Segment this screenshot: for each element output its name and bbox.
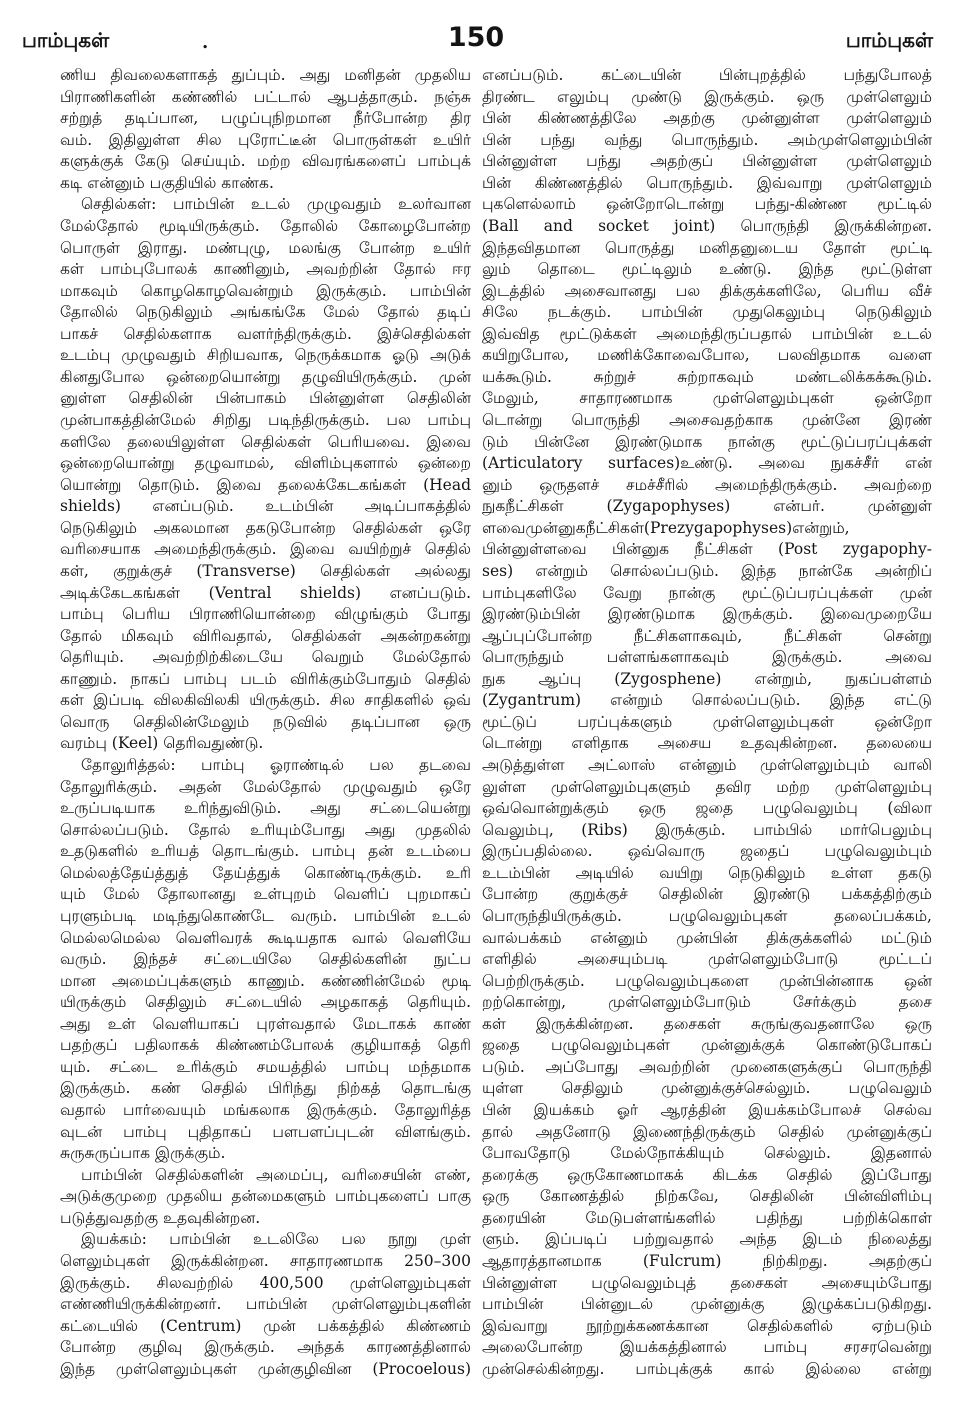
text-line — [60, 820, 471, 842]
line-text: வரம்பு (Keel) தெரிவதுண்டு. — [60, 734, 264, 753]
line-text: டும் பின்னே இரண்டுமாக நான்கு மூட்டுப்பரப்புக்கள் — [482, 432, 932, 451]
line-text: (Ball and socket joint) பொருந்தி இருக்கின்றன. — [482, 216, 932, 235]
text-line — [482, 690, 932, 712]
text-line — [482, 906, 932, 928]
text-line — [482, 1294, 932, 1316]
text-line — [482, 561, 932, 583]
text-line — [482, 216, 932, 238]
text-line — [60, 173, 471, 195]
text-line — [482, 1057, 932, 1079]
text-line — [482, 539, 932, 561]
text-line — [60, 906, 471, 928]
paragraph — [60, 755, 471, 1165]
section-heading: இயக்கம்: — [81, 1230, 147, 1249]
section-heading: தோலுரித்தல்: — [81, 756, 176, 774]
text-line — [60, 1122, 471, 1144]
line-text: இரண்டும்பின் இரண்டுமாக இருக்கும். இவைமுறையே — [482, 605, 932, 624]
text-line — [482, 1251, 932, 1273]
text-line — [60, 65, 471, 87]
line-text: வால்பக்கம் என்னும் முன்பின் திக்குக்களில் மட்டும் — [482, 928, 932, 947]
line-text: போன்ற குழிவு இருக்கும். அந்தக் காரணத்தினால் — [60, 1338, 471, 1357]
line-text: ஒன்றையொன்று தழுவாமல், விளிம்புகளால் ஒன்றை — [60, 454, 471, 473]
paragraph — [60, 1229, 471, 1380]
text-line — [60, 1294, 471, 1316]
text-line — [482, 777, 932, 799]
text-line — [482, 87, 932, 109]
line-text: வொரு செதிலின்மேலும் நடுவில் தடிப்பான ஒரு — [60, 712, 471, 731]
running-head-right: பாம்புகள் — [845, 28, 933, 52]
line-text: நெடுகிலும் அகலமான தகடுபோன்ற செதில்கள் ஒரே — [60, 518, 471, 537]
line-text: பாம்பின் உடல் முழுவதும் உலர்வான — [173, 195, 471, 214]
text-line — [60, 1035, 471, 1057]
text-line — [482, 108, 932, 130]
line-text: லும் தொடை மூட்டிலும் உண்டு. இந்த மூட்டுள்ள — [482, 260, 932, 279]
text-line — [482, 65, 932, 87]
page-number: 150 — [447, 22, 505, 53]
line-text: உதடுகளில் உரியத் தொடங்கும். பாம்பு தன் உடம்பை — [60, 842, 471, 861]
text-line — [60, 1208, 471, 1230]
text-line — [60, 87, 471, 109]
text-line — [482, 1122, 932, 1144]
line-text: பின்னுள்ள பழுவெலும்புத் தசைகள் அசையும்போது — [482, 1273, 932, 1292]
paragraph — [60, 1165, 471, 1230]
text-line — [482, 1229, 932, 1251]
line-text: பொருந்தும் பள்ளங்களாகவும் இருக்கும். அவை — [482, 648, 932, 667]
line-text: உடம்பு முழுவதும் சிறியவாக, நெருக்கமாக ஓடு அடுக் — [60, 346, 471, 365]
text-line — [482, 1273, 932, 1295]
line-text: ணிய திவலைகளாகத் துப்பும். அது மனிதன் முதலிய — [60, 66, 471, 84]
text-line — [60, 453, 471, 475]
line-text: வரிசையாக அமைந்திருக்கும். இவை வயிற்றுச் செதில் — [60, 540, 471, 559]
text-line — [482, 1100, 932, 1122]
line-text: தால் அதனோடு இணைந்திருக்கும் செதில் முன்னுக்குப் — [482, 1122, 932, 1141]
line-text: ளெலும்புகள் இருக்கின்றன. சாதாரணமாக 250–300 — [60, 1251, 471, 1270]
text-line — [482, 971, 932, 993]
line-text: தோலில் நெடுகிலும் அங்கங்கே மேல் தோல் தடிப் — [60, 303, 471, 322]
line-text: பின்னுள்ளவை பின்னுக நீட்சிகள் (Post zygapophy- — [482, 540, 932, 559]
text-line — [482, 863, 932, 885]
line-text: ஜதை பழுவெலும்புகள் முன்னுக்குக் கொண்டுபோகப் — [482, 1036, 932, 1055]
line-text: இந்தவிதமான பொருத்து மனிதனுடைய தோள் மூட்டி — [482, 238, 932, 257]
line-text: பின் கிண்ணத்திலே அதற்கு முன்னுள்ள முள்ளெலும் — [482, 109, 932, 128]
text-line — [482, 496, 932, 518]
line-text: எனப்படும். கட்டையின் பின்புறத்தில் பந்துபோலத் — [482, 66, 932, 84]
text-line — [60, 1273, 471, 1295]
line-text: இடத்தில் அசைவானது பல திக்குக்களிலே, பெரிய வீச் — [482, 281, 932, 300]
text-line — [482, 324, 932, 346]
text-line — [60, 518, 471, 540]
text-line — [60, 798, 471, 820]
line-text: பாம்பின் செதில்களின் அமைப்பு, வரிசையின் எண், — [81, 1165, 471, 1184]
text-line — [482, 475, 932, 497]
line-text: போவதோடு மேல்நோக்கியும் செல்லும். இதனால் — [482, 1144, 932, 1163]
paragraph — [60, 65, 471, 194]
text-line — [60, 108, 471, 130]
line-text: பொருள் இராது. மண்புழு, மலங்கு போன்ற உயிர் — [60, 238, 471, 257]
text-line — [482, 302, 932, 324]
line-text: இவ்வித மூட்டுக்கள் அமைந்திருப்பதால் பாம்பின் உடல் — [482, 324, 932, 343]
line-text: சொல்லப்படும். தோல் உரியும்போது அது முதலில் — [60, 820, 471, 839]
text-line — [60, 324, 471, 346]
text-line — [60, 755, 471, 777]
line-text: கடி என்னும் பகுதியில் காண்க. — [60, 173, 274, 192]
line-text: கள் இருக்கின்றன. தசைகள் சுருங்குவதனாலே ஒரு — [482, 1014, 932, 1033]
line-text: இருப்பதில்லை. ஒவ்வொரு ஜதைப் பழுவெலும்பும் — [482, 842, 932, 861]
text-line — [60, 1057, 471, 1079]
line-text: திரண்ட எலும்பு முண்டு இருக்கும். ஒரு முள்ளெலும் — [482, 87, 932, 106]
text-line — [482, 367, 932, 389]
line-text: யக்கூடும். சுற்றுச் சுற்றாகவும் மண்டலிக்கக்கூடும். — [482, 367, 932, 386]
text-line — [60, 1359, 471, 1381]
line-text: றற்கொன்று, முள்ளெலும்போடும் சேர்க்கும் தசை — [482, 993, 932, 1012]
text-line — [60, 281, 471, 303]
text-line — [60, 1078, 471, 1100]
text-line — [60, 992, 471, 1014]
line-text: யொன்று தொடும். இவை தலைக்கேடகங்கள் (Head — [60, 475, 471, 494]
line-text: மேலும், சாதாரணமாக முள்ளெலும்புகள் ஒன்றோ — [482, 389, 932, 408]
text-line — [60, 367, 471, 389]
text-line — [60, 1100, 471, 1122]
line-text: பாம்புகளிலே வேறு நான்கு மூட்டுப்பரப்புக்கள் முன் — [482, 583, 932, 602]
text-line — [482, 884, 932, 906]
text-line — [60, 777, 471, 799]
text-line — [482, 453, 932, 475]
line-text: புரளும்படி மடிந்துகொண்டே வரும். பாம்பின் உடல் — [60, 906, 471, 925]
line-text: மான அமைப்புக்களும் காணும். கண்ணின்மேல் மூடி — [60, 971, 471, 990]
line-text: உருப்படியாக உரிந்துவிடும். அது சட்டையென்று — [60, 799, 471, 818]
text-line — [60, 194, 471, 216]
text-line — [482, 345, 932, 367]
text-line — [60, 475, 471, 497]
line-text: கள் பாம்புபோலக் காணினும், அவற்றின் தோல் ஈர — [60, 260, 471, 279]
text-line — [482, 259, 932, 281]
line-text: பாம்பின் பின்னுடல் முன்னுக்கு இழுக்கப்படுகிறது. — [482, 1295, 932, 1314]
line-text: களிலே தலையிலுள்ள செதில்கள் பெரியவை. இவை — [60, 432, 471, 451]
text-line — [482, 626, 932, 648]
text-line — [482, 928, 932, 950]
text-line — [482, 604, 932, 626]
line-text: பாம்பு ஓராண்டில் பல தடவை — [200, 756, 471, 774]
line-text: யுள்ள செதிலும் முன்னுக்குச்செல்லும். பழுவெலும் — [482, 1079, 932, 1098]
text-line — [60, 1014, 471, 1036]
line-text: பின் கிண்ணத்தில் பொருந்தும். இவ்வாறு முள்ளெலும் — [482, 173, 932, 192]
text-line — [60, 733, 471, 755]
line-text: களுக்குக் கேடு செய்யும். மற்ற விவரங்களைப் பாம்புக் — [60, 152, 471, 171]
text-line — [482, 1014, 932, 1036]
line-text: தோலுரிக்கும். அதன் மேல்தோல் முழுவதும் ஒரே — [60, 777, 471, 796]
line-text: நுகநீட்சிகள் (Zygapophyses) என்பர். முன்னுள் — [482, 497, 932, 516]
line-text: நுக ஆப்பு (Zygosphene) என்றும், நுகப்பள்ளம் — [482, 669, 932, 688]
text-line — [482, 755, 932, 777]
line-text: ஆப்புப்போன்ற நீட்சிகளாகவும், நீட்சிகள் சென்று — [482, 626, 932, 645]
line-text: பாகச் செதில்களாக வளர்ந்திருக்கும். இச்செதில்கள் — [60, 324, 471, 343]
text-line — [60, 1251, 471, 1273]
line-text: பெற்றிருக்கும். பழுவெலும்புகளை முன்பின்னாக ஒன் — [482, 971, 932, 990]
line-text: கயிறுபோல, மணிக்கோவைபோல, பலவிதமாக வளை — [482, 346, 932, 365]
line-text: மாகவும் கொழகொழவென்றும் இருக்கும். பாம்பின் — [60, 281, 471, 300]
line-text: மூட்டுப் பரப்புக்களும் முள்ளெலும்புகள் ஒன்றோ — [482, 712, 932, 731]
line-text: சிலே நடக்கும். பாம்பின் முதுகெலும்பு நெடுகிலும் — [482, 303, 932, 322]
text-line — [482, 1337, 932, 1359]
text-line — [60, 1165, 471, 1187]
text-line — [482, 173, 932, 195]
line-text: இந்த முள்ளெலும்புகள் முன்குழிவின (Procoelous) — [60, 1359, 471, 1378]
text-line — [482, 992, 932, 1014]
line-text: பின் பந்து வந்து பொருந்தும். அம்முள்ளெலும்பின் — [482, 130, 932, 149]
line-text: மெல்லமெல்ல வெளிவரக் கூடியதாக வால் வெளியே — [60, 928, 471, 947]
line-text: இருக்கும். கண் செதில் பிரிந்து நிற்கத் தொடங்கு — [60, 1079, 471, 1098]
line-text: வுடன் பாம்பு புதிதாகப் பளபளப்புடன் விளங்கும். — [60, 1122, 471, 1141]
line-text: பாம்பின் உடலிலே பல நூறு முள் — [169, 1230, 471, 1249]
line-text: தரைக்கு ஒருகோணமாகக் கிடக்க செதில் இப்போது — [482, 1165, 932, 1184]
line-text: ஒரு கோணத்தில் நிற்கவே, செதிலின் பின்விளிம்பு — [482, 1187, 932, 1206]
text-line — [60, 238, 471, 260]
line-text: படும். அப்போது அவற்றின் முனைகளுக்குப் பொருந்தி — [482, 1057, 932, 1076]
section-heading: செதில்கள்: — [81, 195, 157, 214]
line-text: சுருசுருப்பாக இருக்கும். — [60, 1144, 226, 1163]
text-line — [60, 1229, 471, 1251]
line-text: முன்செல்கின்றது. பாம்புக்குக் கால் இல்லை என்று — [482, 1359, 932, 1378]
text-line — [482, 647, 932, 669]
text-line — [482, 238, 932, 260]
line-text: னும் ஒருதளச் சமச்சீரில் அமைந்திருக்கும். அவற்றை — [482, 475, 932, 494]
line-text: தெரியும். அவற்றிற்கிடையே வெறும் மேல்தோல் — [60, 648, 471, 667]
line-text: போன்ற குறுக்குச் செதிலின் இரண்டு பக்கத்திற்கும் — [482, 885, 932, 904]
text-line — [60, 561, 471, 583]
text-line — [482, 388, 932, 410]
line-text: வெலும்பு, (Ribs) இருக்கும். பாம்பில் மார்பெலும்பு — [482, 820, 932, 839]
text-line — [60, 712, 471, 734]
line-text: பதற்குப் பதிலாகக் கிண்ணம்போலக் குழியாகத் தெரி — [60, 1036, 471, 1055]
line-text: (Zygantrum) என்றும் சொல்லப்படும். இந்த எட்டு — [482, 691, 932, 710]
line-text: கள் இப்படி விலகிவிலகி யிருக்கும். சில சாதிகளில் ஒவ் — [60, 691, 471, 710]
line-text: வம். இதிலுள்ள சில புரோட்டீன் பொருள்கள் உயிர் — [60, 130, 471, 149]
line-text: கள், குறுக்குச் (Transverse) செதில்கள் அல்லது — [60, 561, 471, 580]
text-line — [482, 733, 932, 755]
line-text: மெல்லத்தேய்த்துத் தேய்த்துக் கொண்டிருக்கும். உரி — [60, 863, 471, 882]
text-line — [482, 1359, 932, 1381]
line-text: ளும். இப்படிப் பற்றுவதால் அந்த இடம் நிலைத்து — [482, 1230, 932, 1249]
text-line — [482, 798, 932, 820]
header-dot-mark: . — [202, 32, 209, 53]
line-text: வதால் பார்வையும் மங்கலாக இருக்கும். தோலுரித்த — [60, 1101, 471, 1119]
text-line — [60, 690, 471, 712]
text-line — [60, 928, 471, 950]
paragraph — [482, 65, 932, 1380]
text-line — [482, 669, 932, 691]
text-line — [482, 1035, 932, 1057]
text-line — [60, 345, 471, 367]
text-line — [60, 604, 471, 626]
text-line — [482, 841, 932, 863]
text-line — [60, 971, 471, 993]
line-text: (Articulatory surfaces)உண்டு. அவை நுகச்சீர் என் — [482, 454, 932, 473]
line-text: முன்பாகத்தின்மேல் சிறிது படிந்திருக்கும். பல பாம்பு — [60, 411, 471, 429]
right-text-column — [482, 65, 932, 1385]
text-line — [482, 410, 932, 432]
text-line — [60, 259, 471, 281]
line-text: பொருந்தியிருக்கும். பழுவெலும்புகள் தலைப்பக்கம், — [482, 906, 932, 925]
text-line — [482, 194, 932, 216]
line-text: பின் இயக்கம் ஓர் ஆரத்தின் இயக்கம்போலச் செல்வ — [482, 1101, 932, 1119]
text-line — [482, 712, 932, 734]
text-line — [482, 518, 932, 540]
line-text: வரும். இந்தச் சட்டையிலே செதில்களின் நுட்ப — [60, 950, 471, 969]
text-line — [60, 841, 471, 863]
line-text: எண்ணியிருக்கின்றனர். பாம்பின் முள்ளெலும்புகளின் — [60, 1295, 471, 1314]
line-text: யிருக்கும் செதிலும் சட்டையில் அழகாகத் தெரியும். — [60, 993, 471, 1012]
running-head-left: பாம்புகள் — [22, 28, 110, 52]
text-line — [60, 388, 471, 410]
line-text: ஆதாரத்தானமாக (Fulcrum) நிற்கிறது. அதற்குப் — [482, 1251, 932, 1270]
text-line — [60, 583, 471, 605]
line-text: ஒவ்வொன்றுக்கும் ஒரு ஜதை பழுவெலும்பு (விலா — [482, 799, 932, 818]
text-line — [482, 1143, 932, 1165]
line-text: லுள்ள முள்ளெலும்புகளும் தவிர மற்ற முள்ளெலும்பு — [482, 777, 932, 796]
text-line — [60, 539, 471, 561]
text-line — [482, 1186, 932, 1208]
line-text: படுத்துவதற்கு உதவுகின்றன. — [60, 1208, 261, 1227]
line-text: அலைபோன்ற இயக்கத்தினால் பாம்பு சரசரவென்று — [482, 1338, 932, 1357]
line-text: தோல் மிகவும் விரிவதால், செதில்கள் அகன்றகன்று — [60, 626, 471, 645]
line-text: அடுத்துள்ள அட்லாஸ் என்னும் முள்ளெலும்பும் வாலி — [482, 756, 932, 774]
text-line — [60, 669, 471, 691]
line-text: உடம்பின் அடியில் வயிறு நெடுகிலும் உள்ள தகடு — [482, 863, 932, 882]
text-line — [60, 216, 471, 238]
line-text: டொன்று பொருந்தி அசைவதற்காக முன்னே இரண் — [482, 411, 932, 429]
text-line — [60, 1316, 471, 1338]
line-text: ses) என்றும் சொல்லப்படும். இந்த நான்கே அன்றிப் — [482, 561, 932, 580]
line-text: ளவைமுன்னுகநீட்சிகள்(Prezygapophyses)என்றும், — [482, 518, 850, 537]
line-text: இருக்கும். சிலவற்றில் 400,500 முள்ளெலும்புகள் — [60, 1273, 471, 1292]
text-line — [60, 432, 471, 454]
line-text: shields) எனப்படும். உடம்பின் அடிப்பாகத்தில் — [60, 497, 471, 516]
text-line — [60, 647, 471, 669]
line-text: டொன்று எளிதாக அசைய உதவுகின்றன. தலையை — [482, 734, 932, 753]
text-line — [60, 410, 471, 432]
text-line — [60, 1337, 471, 1359]
text-line — [482, 151, 932, 173]
line-text: அது உள் வெளியாகப் புரள்வதால் மேடாகக் காண் — [60, 1014, 471, 1033]
line-text: பிராணிகளின் கண்ணில் பட்டால் ஆபத்தாகும். நஞ்சு — [60, 87, 471, 106]
paragraph — [60, 194, 471, 755]
text-line — [60, 151, 471, 173]
line-text: புகளெல்லாம் ஒன்றோடொன்று பந்து-கிண்ண மூட்டில் — [482, 195, 932, 214]
line-text: இவ்வாறு நூற்றுக்கணக்கான செதில்களில் ஏற்படும் — [482, 1316, 932, 1335]
text-line — [482, 281, 932, 303]
text-line — [482, 130, 932, 152]
text-line — [482, 820, 932, 842]
text-line — [482, 1165, 932, 1187]
line-text: எளிதில் அசையும்படி முள்ளெலும்போடு மூட்டப் — [482, 950, 932, 969]
text-line — [60, 626, 471, 648]
text-line — [482, 1078, 932, 1100]
text-line — [60, 949, 471, 971]
text-line — [60, 863, 471, 885]
left-text-column — [60, 65, 471, 1385]
text-line — [60, 496, 471, 518]
line-text: சற்றுத் தடிப்பான, பழுப்புநிறமான நீர்போன்ற திர — [60, 109, 471, 128]
text-line — [482, 949, 932, 971]
text-line — [60, 130, 471, 152]
line-text: காணும். நாகப் பாம்பு படம் விரிக்கும்போதும் செதில் — [60, 669, 471, 688]
line-text: தரையின் மேடுபள்ளங்களில் பதிந்து பற்றிக்கொள் — [482, 1208, 932, 1227]
text-line — [60, 884, 471, 906]
line-text: யும். சட்டை உரிக்கும் சமயத்தில் பாம்பு மந்தமாக — [60, 1057, 471, 1076]
line-text: னுள்ள செதிலின் பின்பாகம் பின்னுள்ள செதிலின் — [60, 389, 471, 408]
text-line — [60, 1186, 471, 1208]
line-text: அடிக்கேடகங்கள் (Ventral shields) எனப்படும். — [60, 583, 471, 602]
line-text: பின்னுள்ள பந்து அதற்குப் பின்னுள்ள முள்ளெலும் — [482, 152, 932, 171]
text-line — [482, 1208, 932, 1230]
text-line — [60, 1143, 471, 1165]
line-text: கினதுபோல ஒன்றையொன்று தழுவியிருக்கும். முன் — [60, 367, 471, 386]
line-text: அடுக்குமுறை முதலிய தன்மைகளும் பாம்புகளைப் பாகு — [60, 1187, 471, 1206]
text-line — [482, 432, 932, 454]
text-line — [482, 583, 932, 605]
line-text: யும் மேல் தோலானது உள்புறம் வெளிப் புறமாகப் — [60, 885, 471, 904]
line-text: பாம்பு பெரிய பிராணியொன்றை விழுங்கும் போது — [60, 605, 471, 624]
line-text: மேல்தோல் மூடியிருக்கும். தோலில் கோழைபோன்ற — [60, 216, 471, 235]
line-text: கட்டையில் (Centrum) முன் பக்கத்தில் கிண்ணம் — [60, 1316, 471, 1335]
text-line — [60, 302, 471, 324]
text-line — [482, 1316, 932, 1338]
